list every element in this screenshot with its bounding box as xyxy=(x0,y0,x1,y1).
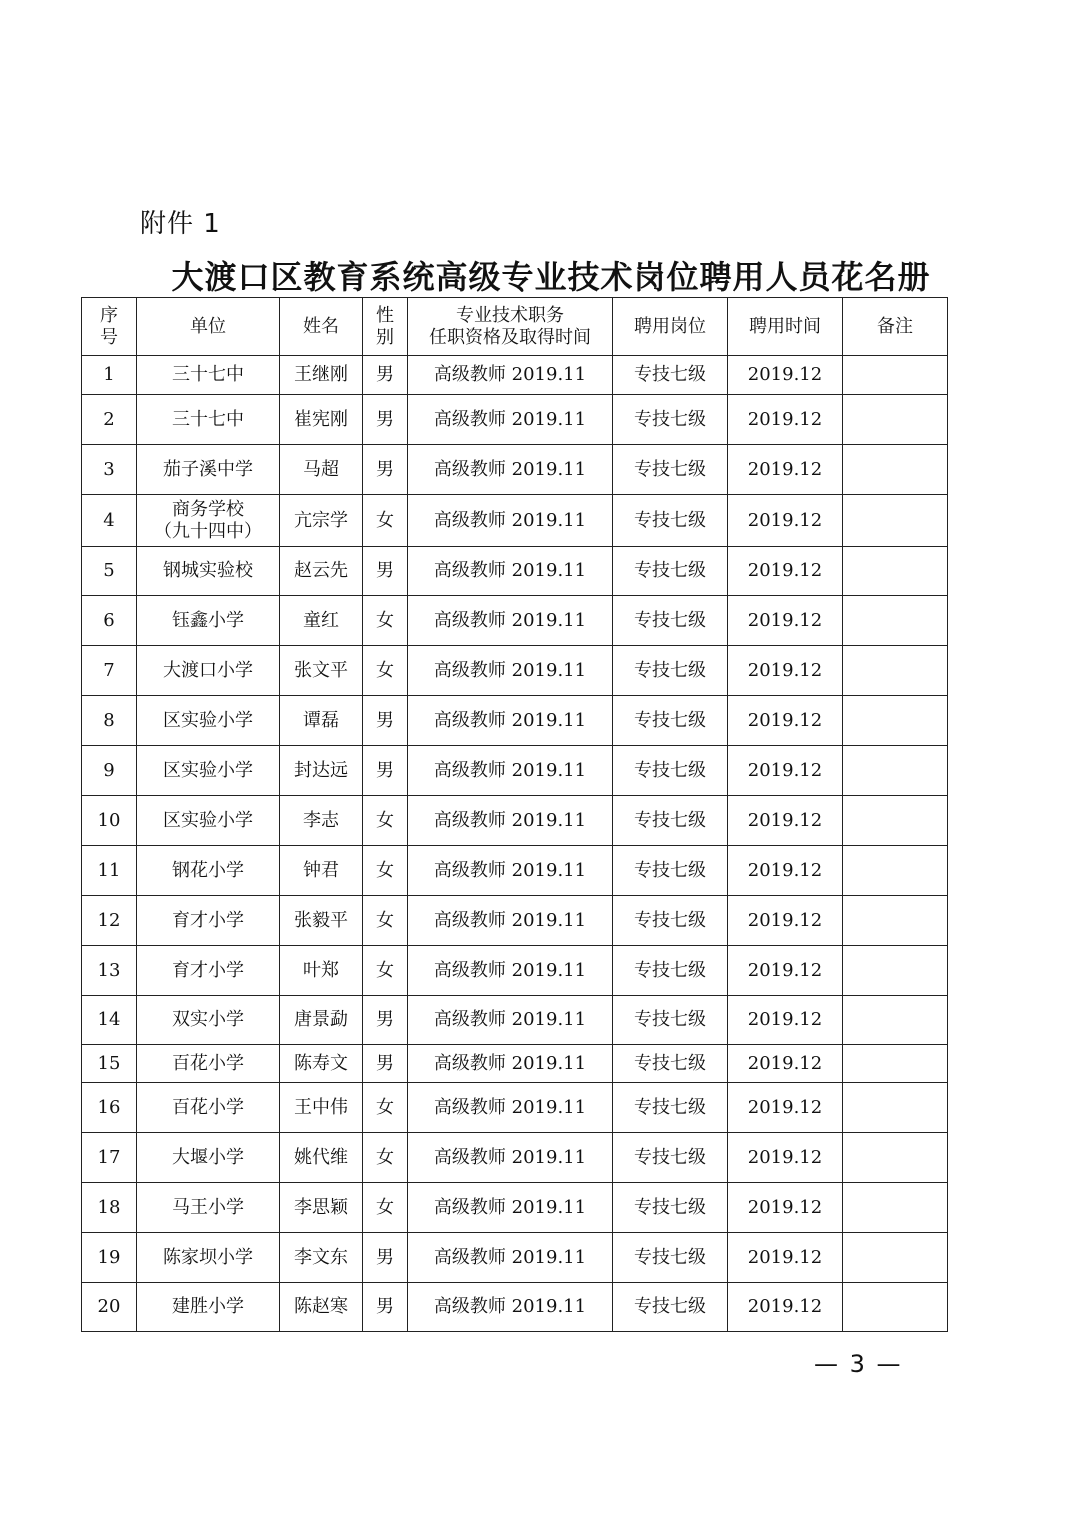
cell-time: 2019.12 xyxy=(728,445,843,495)
cell-time: 2019.12 xyxy=(728,946,843,996)
cell-seq: 10 xyxy=(82,796,137,846)
cell-time: 2019.12 xyxy=(728,596,843,646)
cell-name: 赵云先 xyxy=(280,547,363,596)
cell-post: 专技七级 xyxy=(613,746,728,796)
header-seq xyxy=(82,298,137,356)
table-row xyxy=(82,646,948,696)
cell-time: 2019.12 xyxy=(728,1233,843,1283)
cell-remark xyxy=(843,796,948,846)
cell-qual: 高级教师 2019.11 xyxy=(408,547,613,596)
cell-gender: 女 xyxy=(363,596,408,646)
cell-post: 专技七级 xyxy=(613,445,728,495)
cell-unit: 钢花小学 xyxy=(137,846,280,896)
cell-post: 专技七级 xyxy=(613,1133,728,1183)
cell-gender: 女 xyxy=(363,495,408,547)
cell-qual: 高级教师 2019.11 xyxy=(408,996,613,1045)
cell-qual: 高级教师 2019.11 xyxy=(408,356,613,395)
cell-unit: 三十七中 xyxy=(137,395,280,445)
cell-name: 李志 xyxy=(280,796,363,846)
cell-name: 陈寿文 xyxy=(280,1045,363,1083)
cell-unit: 钰鑫小学 xyxy=(137,596,280,646)
table-row xyxy=(82,445,948,495)
cell-seq: 14 xyxy=(82,996,137,1045)
cell-gender: 男 xyxy=(363,395,408,445)
cell-gender: 男 xyxy=(363,356,408,395)
cell-unit: 茄子溪中学 xyxy=(137,445,280,495)
cell-gender: 男 xyxy=(363,1045,408,1083)
cell-remark xyxy=(843,547,948,596)
table-row xyxy=(82,746,948,796)
cell-unit xyxy=(137,495,280,547)
header-qualification xyxy=(408,298,613,356)
table-row xyxy=(82,1183,948,1233)
table-header-row xyxy=(82,298,948,356)
cell-post: 专技七级 xyxy=(613,495,728,547)
header-remark: 备注 xyxy=(843,298,948,356)
cell-seq: 7 xyxy=(82,646,137,696)
header-seq-line2: 号 xyxy=(100,326,118,348)
cell-remark xyxy=(843,356,948,395)
cell-gender: 男 xyxy=(363,996,408,1045)
cell-qual: 高级教师 2019.11 xyxy=(408,796,613,846)
roster-body xyxy=(82,356,948,1332)
cell-qual: 高级教师 2019.11 xyxy=(408,746,613,796)
table-row xyxy=(82,696,948,746)
cell-unit: 三十七中 xyxy=(137,356,280,395)
header-unit: 单位 xyxy=(137,298,280,356)
table-row xyxy=(82,796,948,846)
cell-time: 2019.12 xyxy=(728,1283,843,1332)
cell-remark xyxy=(843,846,948,896)
cell-remark xyxy=(843,1045,948,1083)
cell-gender: 男 xyxy=(363,746,408,796)
cell-post: 专技七级 xyxy=(613,596,728,646)
cell-seq: 9 xyxy=(82,746,137,796)
cell-time: 2019.12 xyxy=(728,746,843,796)
cell-name: 姚代维 xyxy=(280,1133,363,1183)
table-row xyxy=(82,846,948,896)
cell-time: 2019.12 xyxy=(728,846,843,896)
cell-time: 2019.12 xyxy=(728,796,843,846)
cell-qual: 高级教师 2019.11 xyxy=(408,846,613,896)
cell-gender: 女 xyxy=(363,846,408,896)
cell-name: 童红 xyxy=(280,596,363,646)
cell-remark xyxy=(843,996,948,1045)
cell-post: 专技七级 xyxy=(613,846,728,896)
header-gender-line2: 别 xyxy=(376,326,394,348)
cell-qual: 高级教师 2019.11 xyxy=(408,1233,613,1283)
cell-time: 2019.12 xyxy=(728,1133,843,1183)
cell-name: 叶郑 xyxy=(280,946,363,996)
cell-post: 专技七级 xyxy=(613,646,728,696)
cell-name: 唐景勐 xyxy=(280,996,363,1045)
cell-time: 2019.12 xyxy=(728,996,843,1045)
cell-name: 马超 xyxy=(280,445,363,495)
cell-unit: 大渡口小学 xyxy=(137,646,280,696)
cell-unit: 大堰小学 xyxy=(137,1133,280,1183)
cell-post: 专技七级 xyxy=(613,547,728,596)
cell-name: 亢宗学 xyxy=(280,495,363,547)
table-row xyxy=(82,1045,948,1083)
roster-table xyxy=(81,297,948,1332)
cell-time: 2019.12 xyxy=(728,395,843,445)
cell-time: 2019.12 xyxy=(728,356,843,395)
cell-post: 专技七级 xyxy=(613,1233,728,1283)
table-row xyxy=(82,1083,948,1133)
cell-qual: 高级教师 2019.11 xyxy=(408,395,613,445)
cell-seq: 17 xyxy=(82,1133,137,1183)
cell-remark xyxy=(843,445,948,495)
cell-unit: 百花小学 xyxy=(137,1083,280,1133)
cell-seq: 15 xyxy=(82,1045,137,1083)
table-row xyxy=(82,547,948,596)
header-seq-line1: 序 xyxy=(100,304,118,326)
table-row xyxy=(82,1283,948,1332)
header-post: 聘用岗位 xyxy=(613,298,728,356)
cell-seq: 12 xyxy=(82,896,137,946)
cell-remark xyxy=(843,1133,948,1183)
cell-qual: 高级教师 2019.11 xyxy=(408,896,613,946)
cell-post: 专技七级 xyxy=(613,796,728,846)
cell-post: 专技七级 xyxy=(613,1045,728,1083)
cell-unit: 双实小学 xyxy=(137,996,280,1045)
cell-remark xyxy=(843,646,948,696)
cell-post: 专技七级 xyxy=(613,356,728,395)
cell-gender: 女 xyxy=(363,1083,408,1133)
cell-seq: 18 xyxy=(82,1183,137,1233)
cell-gender: 女 xyxy=(363,1133,408,1183)
cell-qual: 高级教师 2019.11 xyxy=(408,445,613,495)
cell-remark xyxy=(843,696,948,746)
table-row xyxy=(82,1133,948,1183)
cell-time: 2019.12 xyxy=(728,1083,843,1133)
cell-name: 王中伟 xyxy=(280,1083,363,1133)
cell-name: 钟君 xyxy=(280,846,363,896)
cell-remark xyxy=(843,395,948,445)
header-time: 聘用时间 xyxy=(728,298,843,356)
table-row xyxy=(82,996,948,1045)
cell-remark xyxy=(843,1183,948,1233)
cell-seq: 6 xyxy=(82,596,137,646)
cell-unit: 马王小学 xyxy=(137,1183,280,1233)
cell-qual: 高级教师 2019.11 xyxy=(408,1045,613,1083)
cell-seq: 3 xyxy=(82,445,137,495)
cell-remark xyxy=(843,596,948,646)
cell-name: 谭磊 xyxy=(280,696,363,746)
table-row xyxy=(82,1233,948,1283)
cell-post: 专技七级 xyxy=(613,1083,728,1133)
cell-unit: 育才小学 xyxy=(137,946,280,996)
cell-gender: 男 xyxy=(363,696,408,746)
cell-time: 2019.12 xyxy=(728,547,843,596)
cell-qual: 高级教师 2019.11 xyxy=(408,1283,613,1332)
cell-unit-line2: （九十四中） xyxy=(154,520,262,542)
header-gender xyxy=(363,298,408,356)
table-row xyxy=(82,495,948,547)
cell-gender: 女 xyxy=(363,1183,408,1233)
cell-unit-line1: 商务学校 xyxy=(172,498,244,520)
cell-qual: 高级教师 2019.11 xyxy=(408,1083,613,1133)
cell-seq: 2 xyxy=(82,395,137,445)
cell-qual: 高级教师 2019.11 xyxy=(408,495,613,547)
cell-unit: 钢城实验校 xyxy=(137,547,280,596)
cell-seq: 8 xyxy=(82,696,137,746)
cell-remark xyxy=(843,746,948,796)
cell-time: 2019.12 xyxy=(728,896,843,946)
cell-name: 陈赵寒 xyxy=(280,1283,363,1332)
cell-seq: 13 xyxy=(82,946,137,996)
cell-qual: 高级教师 2019.11 xyxy=(408,1133,613,1183)
cell-remark xyxy=(843,1083,948,1133)
cell-name: 李文东 xyxy=(280,1233,363,1283)
table-row xyxy=(82,946,948,996)
header-name: 姓名 xyxy=(280,298,363,356)
cell-time: 2019.12 xyxy=(728,1183,843,1233)
cell-post: 专技七级 xyxy=(613,946,728,996)
cell-qual: 高级教师 2019.11 xyxy=(408,646,613,696)
cell-name: 崔宪刚 xyxy=(280,395,363,445)
cell-qual: 高级教师 2019.11 xyxy=(408,1183,613,1233)
cell-seq: 19 xyxy=(82,1233,137,1283)
cell-name: 王继刚 xyxy=(280,356,363,395)
cell-seq: 1 xyxy=(82,356,137,395)
cell-remark xyxy=(843,1283,948,1332)
cell-remark xyxy=(843,896,948,946)
cell-gender: 男 xyxy=(363,547,408,596)
cell-seq: 4 xyxy=(82,495,137,547)
cell-unit: 区实验小学 xyxy=(137,696,280,746)
cell-name: 张毅平 xyxy=(280,896,363,946)
cell-time: 2019.12 xyxy=(728,1045,843,1083)
cell-qual: 高级教师 2019.11 xyxy=(408,596,613,646)
header-qualification-line2: 任职资格及取得时间 xyxy=(429,326,591,348)
header-qualification-line1: 专业技术职务 xyxy=(456,304,564,326)
cell-name: 李思颖 xyxy=(280,1183,363,1233)
document-title: 大渡口区教育系统高级专业技术岗位聘用人员花名册 xyxy=(171,258,931,296)
table-row xyxy=(82,596,948,646)
cell-remark xyxy=(843,946,948,996)
cell-remark xyxy=(843,495,948,547)
cell-remark xyxy=(843,1233,948,1283)
table-row xyxy=(82,896,948,946)
cell-post: 专技七级 xyxy=(613,1283,728,1332)
cell-qual: 高级教师 2019.11 xyxy=(408,946,613,996)
cell-unit: 区实验小学 xyxy=(137,746,280,796)
cell-seq: 11 xyxy=(82,846,137,896)
cell-post: 专技七级 xyxy=(613,996,728,1045)
cell-time: 2019.12 xyxy=(728,495,843,547)
cell-post: 专技七级 xyxy=(613,896,728,946)
attachment-label: 附件 1 xyxy=(140,209,221,239)
cell-unit: 育才小学 xyxy=(137,896,280,946)
cell-qual: 高级教师 2019.11 xyxy=(408,696,613,746)
cell-gender: 男 xyxy=(363,1283,408,1332)
cell-gender: 女 xyxy=(363,796,408,846)
cell-seq: 5 xyxy=(82,547,137,596)
cell-gender: 女 xyxy=(363,946,408,996)
table-row xyxy=(82,356,948,395)
cell-time: 2019.12 xyxy=(728,646,843,696)
table-row xyxy=(82,395,948,445)
cell-gender: 男 xyxy=(363,1233,408,1283)
cell-time: 2019.12 xyxy=(728,696,843,746)
cell-name: 张文平 xyxy=(280,646,363,696)
cell-post: 专技七级 xyxy=(613,395,728,445)
cell-unit: 区实验小学 xyxy=(137,796,280,846)
cell-name: 封达远 xyxy=(280,746,363,796)
cell-post: 专技七级 xyxy=(613,696,728,746)
page-number: — 3 — xyxy=(814,1350,903,1378)
cell-gender: 女 xyxy=(363,646,408,696)
cell-post: 专技七级 xyxy=(613,1183,728,1233)
cell-seq: 20 xyxy=(82,1283,137,1332)
cell-gender: 女 xyxy=(363,896,408,946)
cell-seq: 16 xyxy=(82,1083,137,1133)
cell-unit: 百花小学 xyxy=(137,1045,280,1083)
cell-unit: 建胜小学 xyxy=(137,1283,280,1332)
header-gender-line1: 性 xyxy=(376,304,394,326)
cell-gender: 男 xyxy=(363,445,408,495)
cell-unit: 陈家坝小学 xyxy=(137,1233,280,1283)
